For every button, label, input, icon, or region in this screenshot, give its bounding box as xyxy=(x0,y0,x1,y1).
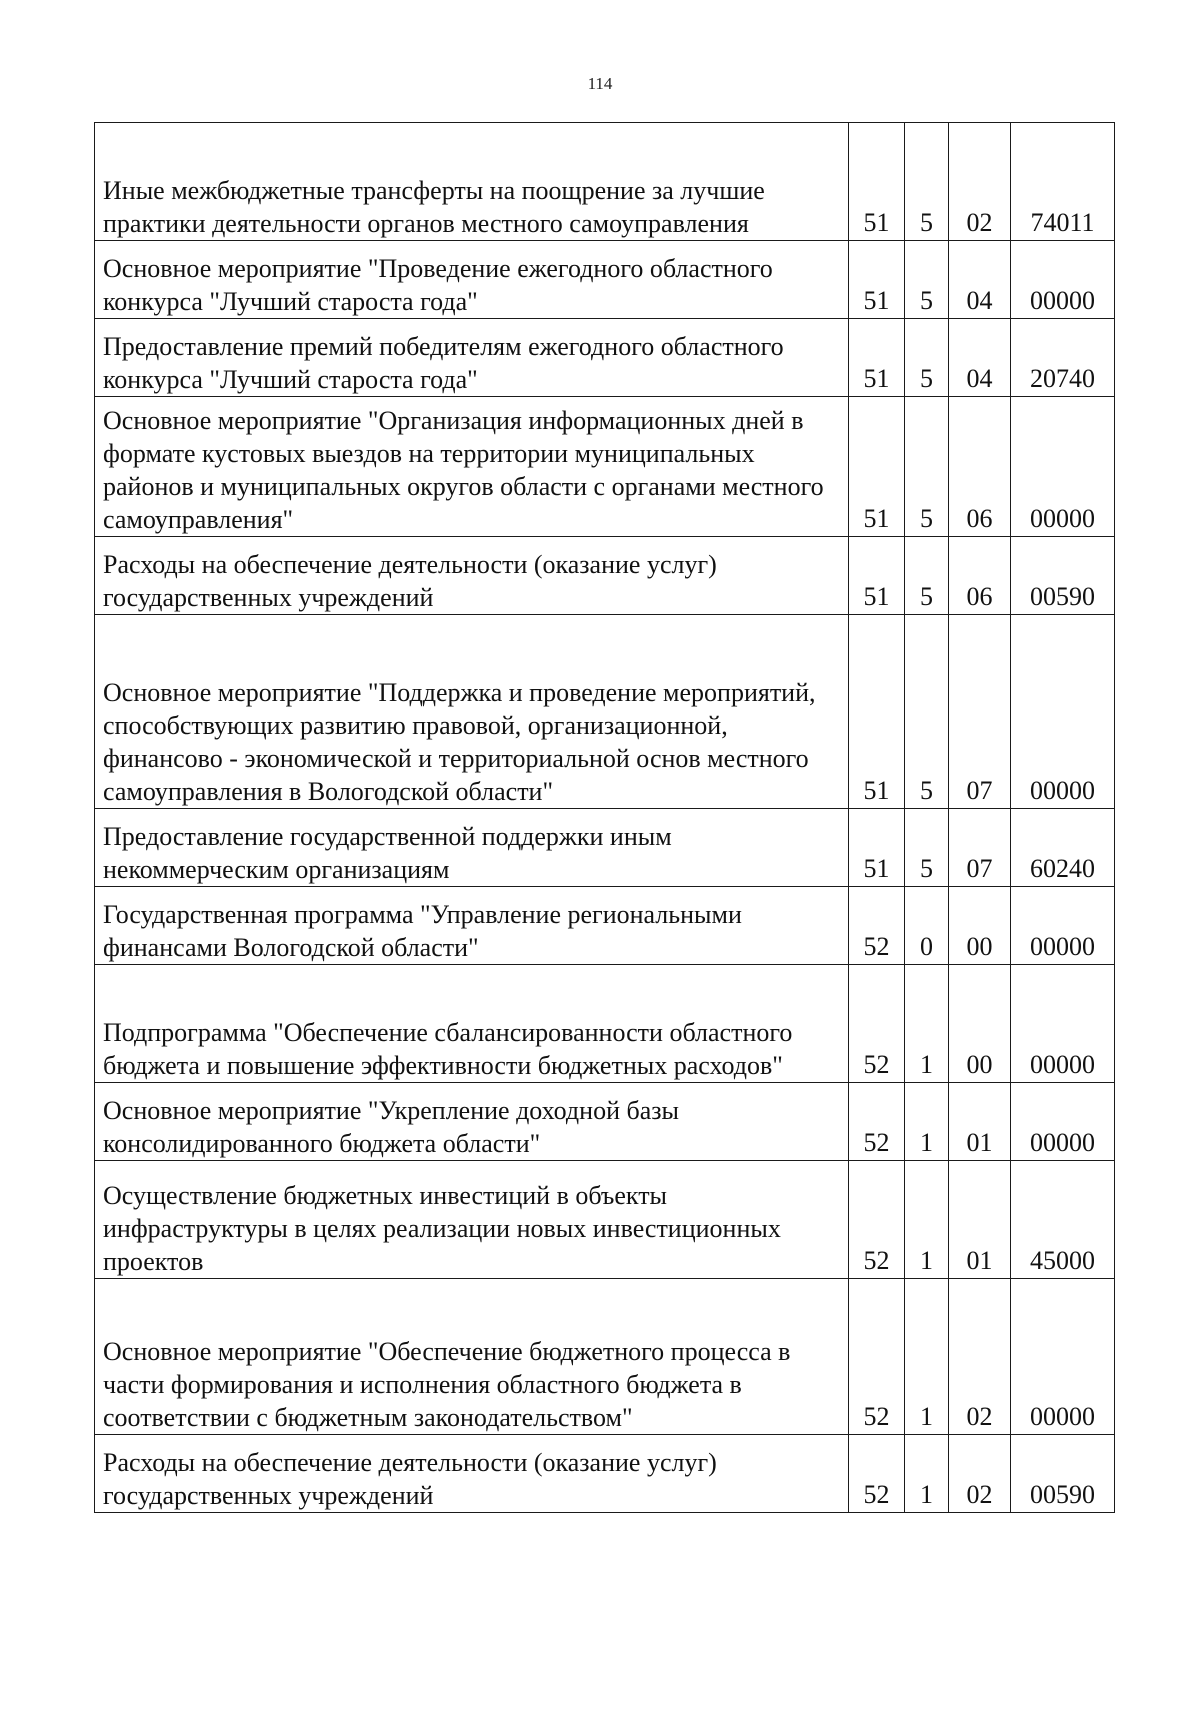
code-program: 52 xyxy=(849,1279,905,1435)
code-event: 02 xyxy=(949,1435,1011,1513)
code-direction: 00000 xyxy=(1011,615,1115,809)
code-program: 51 xyxy=(849,397,905,537)
table-row xyxy=(95,397,1115,537)
row-name: Предоставление премий победителям ежегодного областного конкурса "Лучший староста года" xyxy=(95,319,849,397)
table-row xyxy=(95,809,1115,887)
code-program: 51 xyxy=(849,123,905,241)
code-subprogram: 1 xyxy=(905,965,949,1083)
row-name: Осуществление бюджетных инвестиций в объекты инфраструктуры в целях реализации новых инвестиционных проектов xyxy=(95,1161,849,1279)
code-subprogram: 1 xyxy=(905,1435,949,1513)
code-program: 52 xyxy=(849,1161,905,1279)
table-row xyxy=(95,241,1115,319)
code-subprogram: 5 xyxy=(905,615,949,809)
code-direction: 00000 xyxy=(1011,965,1115,1083)
table-row xyxy=(95,1435,1115,1513)
code-event: 07 xyxy=(949,809,1011,887)
code-program: 51 xyxy=(849,615,905,809)
row-name: Иные межбюджетные трансферты на поощрение за лучшие практики деятельности органов местного самоуправления xyxy=(95,123,849,241)
code-event: 06 xyxy=(949,397,1011,537)
row-name: Основное мероприятие "Укрепление доходной базы консолидированного бюджета области" xyxy=(95,1083,849,1161)
code-program: 51 xyxy=(849,809,905,887)
code-direction: 45000 xyxy=(1011,1161,1115,1279)
code-program: 51 xyxy=(849,319,905,397)
table-row xyxy=(95,537,1115,615)
code-subprogram: 1 xyxy=(905,1161,949,1279)
code-event: 00 xyxy=(949,965,1011,1083)
row-name: Расходы на обеспечение деятельности (оказание услуг) государственных учреждений xyxy=(95,537,849,615)
code-event: 00 xyxy=(949,887,1011,965)
table-row xyxy=(95,1083,1115,1161)
row-name: Подпрограмма "Обеспечение сбалансированности областного бюджета и повышение эффективности бюджетных расходов" xyxy=(95,965,849,1083)
code-program: 52 xyxy=(849,1435,905,1513)
row-name: Расходы на обеспечение деятельности (оказание услуг) государственных учреждений xyxy=(95,1435,849,1513)
row-name: Предоставление государственной поддержки иным некоммерческим организациям xyxy=(95,809,849,887)
table-row xyxy=(95,887,1115,965)
code-program: 51 xyxy=(849,241,905,319)
code-event: 04 xyxy=(949,241,1011,319)
code-event: 01 xyxy=(949,1161,1011,1279)
row-name: Основное мероприятие "Поддержка и проведение мероприятий, способствующих развитию правовой, организационной, финансово - экономической и территориальной основ местного самоуправления в Вологодской области" xyxy=(95,615,849,809)
row-name: Основное мероприятие "Проведение ежегодного областного конкурса "Лучший староста года" xyxy=(95,241,849,319)
row-name: Государственная программа "Управление региональными финансами Вологодской области" xyxy=(95,887,849,965)
code-subprogram: 5 xyxy=(905,397,949,537)
table-row xyxy=(95,319,1115,397)
code-event: 02 xyxy=(949,1279,1011,1435)
code-direction: 00000 xyxy=(1011,1083,1115,1161)
code-direction: 20740 xyxy=(1011,319,1115,397)
code-program: 51 xyxy=(849,537,905,615)
code-subprogram: 5 xyxy=(905,319,949,397)
code-event: 01 xyxy=(949,1083,1011,1161)
code-subprogram: 1 xyxy=(905,1279,949,1435)
code-direction: 00000 xyxy=(1011,397,1115,537)
page-number: 114 xyxy=(587,74,613,93)
code-event: 07 xyxy=(949,615,1011,809)
row-name: Основное мероприятие "Организация информационных дней в формате кустовых выездов на территории муниципальных районов и муниципальных округов области с органами местного самоуправления" xyxy=(95,397,849,537)
table-row xyxy=(95,123,1115,241)
code-direction: 00590 xyxy=(1011,1435,1115,1513)
code-program: 52 xyxy=(849,1083,905,1161)
code-subprogram: 0 xyxy=(905,887,949,965)
code-subprogram: 5 xyxy=(905,537,949,615)
table-row xyxy=(95,1279,1115,1435)
code-subprogram: 5 xyxy=(905,241,949,319)
code-subprogram: 5 xyxy=(905,123,949,241)
table-row xyxy=(95,1161,1115,1279)
code-program: 52 xyxy=(849,965,905,1083)
budget-table xyxy=(94,122,1115,1513)
code-direction: 00000 xyxy=(1011,241,1115,319)
code-subprogram: 1 xyxy=(905,1083,949,1161)
code-event: 06 xyxy=(949,537,1011,615)
code-direction: 00590 xyxy=(1011,537,1115,615)
table-row xyxy=(95,615,1115,809)
code-program: 52 xyxy=(849,887,905,965)
code-subprogram: 5 xyxy=(905,809,949,887)
table-row xyxy=(95,965,1115,1083)
code-direction: 00000 xyxy=(1011,1279,1115,1435)
code-direction: 00000 xyxy=(1011,887,1115,965)
code-event: 04 xyxy=(949,319,1011,397)
code-direction: 74011 xyxy=(1011,123,1115,241)
code-direction: 60240 xyxy=(1011,809,1115,887)
code-event: 02 xyxy=(949,123,1011,241)
row-name: Основное мероприятие "Обеспечение бюджетного процесса в части формирования и исполнения областного бюджета в соответствии с бюджетным законодательством" xyxy=(95,1279,849,1435)
